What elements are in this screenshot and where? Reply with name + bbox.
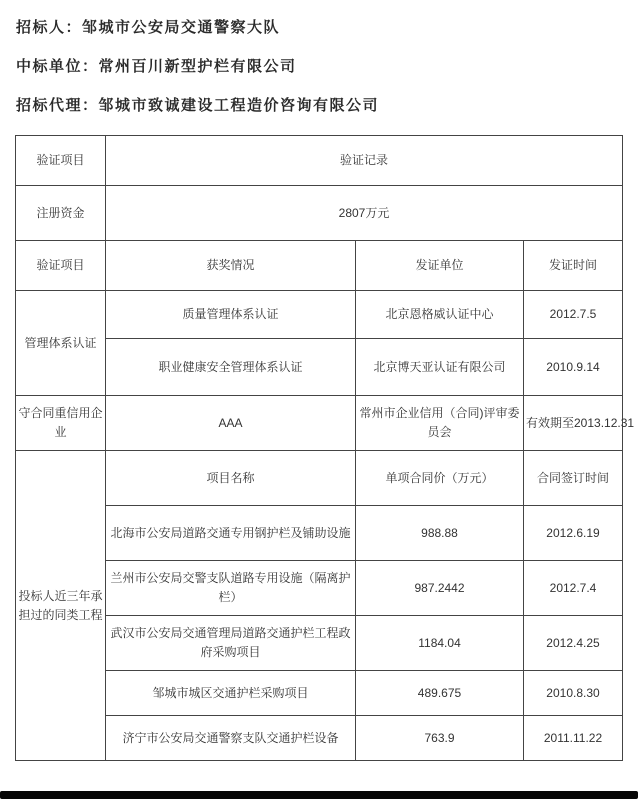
registered-capital-label: 注册资金	[16, 186, 106, 241]
project-date: 2012.4.25	[524, 616, 623, 671]
cert-issuer: 北京博天亚认证有限公司	[356, 339, 524, 396]
award-header-status: 获奖情况	[106, 241, 356, 291]
winning-bidder-line: 中标单位：常州百川新型护栏有限公司	[16, 58, 297, 75]
contract-credit-issuer: 常州市企业信用（合同)评审委员会	[356, 396, 524, 451]
cert-date: 2012.7.5	[524, 291, 623, 339]
verify-item-header: 验证项目	[16, 136, 106, 186]
bottom-divider-bar	[0, 791, 638, 799]
project-price: 988.88	[356, 506, 524, 561]
project-date: 2010.8.30	[524, 671, 623, 716]
contract-credit-grade: AAA	[106, 396, 356, 451]
project-date: 2012.7.4	[524, 561, 623, 616]
project-price: 987.2442	[356, 561, 524, 616]
similar-projects-label: 投标人近三年承担过的同类工程	[16, 451, 106, 761]
document-header	[0, 0, 638, 118]
tenderer-line: 招标人：邹城市公安局交通警察大队	[16, 19, 281, 36]
table-row	[16, 616, 623, 671]
table-row	[16, 186, 623, 241]
project-date: 2011.11.22	[524, 716, 623, 761]
table-row	[16, 671, 623, 716]
contract-credit-label: 守合同重信用企业	[16, 396, 106, 451]
cert-award: 质量管理体系认证	[106, 291, 356, 339]
table-row	[16, 291, 623, 339]
award-header-item: 验证项目	[16, 241, 106, 291]
table-row	[16, 396, 623, 451]
table-row	[16, 241, 623, 291]
project-price: 1184.04	[356, 616, 524, 671]
contract-credit-validity: 有效期至2013.12.31	[524, 396, 623, 451]
project-name: 济宁市公安局交通警察支队交通护栏设备	[106, 716, 356, 761]
cert-award: 职业健康安全管理体系认证	[106, 339, 356, 396]
award-header-issuer: 发证单位	[356, 241, 524, 291]
verify-record-header: 验证记录	[106, 136, 623, 186]
table-row	[16, 339, 623, 396]
cert-date: 2010.9.14	[524, 339, 623, 396]
verification-table	[15, 135, 635, 761]
project-header-name: 项目名称	[106, 451, 356, 506]
table-row	[16, 506, 623, 561]
award-header-date: 发证时间	[524, 241, 623, 291]
project-header-price: 单项合同价（万元）	[356, 451, 524, 506]
table-row	[16, 716, 623, 761]
project-price: 489.675	[356, 671, 524, 716]
registered-capital-value: 2807万元	[106, 186, 623, 241]
table-row	[16, 561, 623, 616]
table-row	[16, 136, 623, 186]
project-name: 兰州市公安局交警支队道路专用设施（隔离护栏）	[106, 561, 356, 616]
project-header-date: 合同签订时间	[524, 451, 623, 506]
project-price: 763.9	[356, 716, 524, 761]
project-name: 北海市公安局道路交通专用钢护栏及铺助设施	[106, 506, 356, 561]
tender-agent-line: 招标代理：邹城市致诚建设工程造价咨询有限公司	[16, 97, 380, 114]
project-name: 邹城市城区交通护栏采购项目	[106, 671, 356, 716]
management-cert-label: 管理体系认证	[16, 291, 106, 396]
table-row	[16, 451, 623, 506]
cert-issuer: 北京恩格威认证中心	[356, 291, 524, 339]
project-date: 2012.6.19	[524, 506, 623, 561]
project-name: 武汉市公安局交通管理局道路交通护栏工程政府采购项目	[106, 616, 356, 671]
